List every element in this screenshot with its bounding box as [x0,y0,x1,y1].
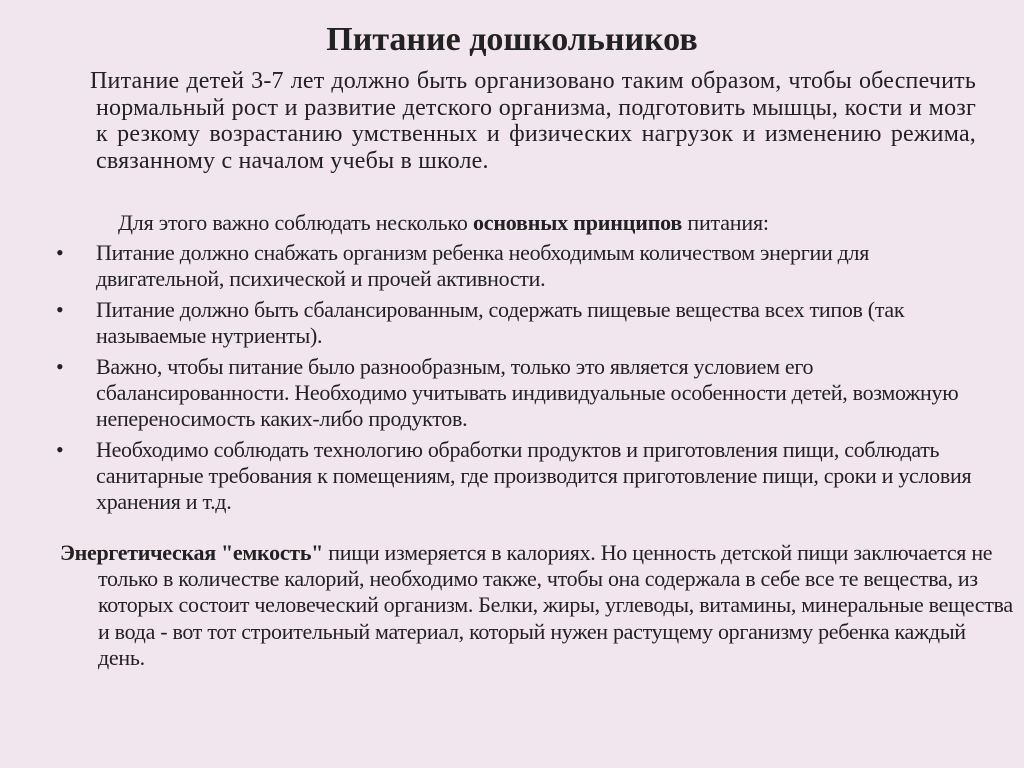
list-item [54,297,974,349]
principles-lead [118,210,998,236]
energy-term: Энергетическая "емкость" [60,540,324,565]
slide-title: Питание дошкольников [326,21,698,58]
list-item [54,354,974,432]
principles-list [54,240,974,520]
bullet-icon: • [56,240,64,265]
bullet-icon: • [56,354,64,379]
bullet-icon: • [56,297,64,322]
list-item [54,240,974,292]
principles-lead-bold: основных принципов [472,210,683,235]
list-item-text: Важно, чтобы питание было разнообразным, только это является условием его сбалансированности. Необходимо учитывать индивидуальные особенности детей, возможную непереносимость каких-либо продуктов. [96,354,959,431]
list-item [54,437,974,515]
energy-text: пищи измеряется в калориях. Но ценность детской пищи заключается не только в количестве калорий, необходимо также, чтобы она содержала в себе все те вещества, из которых состоит человеческий организм. Белки, жиры, углеводы, витамины, минеральные вещества и вода - вот тот строительный материал, который нужен растущему организму ребенка каждый день. [98,540,1013,670]
intro-paragraph: Питание детей 3-7 лет должно быть организовано таким образом, чтобы обеспечить нормальный рост и развитие детского организма, подготовить мышцы, кости и мозг к резкому возрастанию умственных и физических нагрузок и изменению режима, связанному с началом учебы в школе. [90,68,976,174]
list-item-text: Питание должно снабжать организм ребенка необходимым количеством энергии для двигательной, психической и прочей активности. [96,240,870,291]
bullet-icon: • [56,437,64,462]
principles-lead-tail: питания: [682,210,769,235]
list-item-text: Питание должно быть сбалансированным, содержать пищевые вещества всех типов (так называемые нутриенты). [96,297,905,348]
principles-lead-text: Для этого важно соблюдать несколько [118,210,473,235]
list-item-text: Необходимо соблюдать технологию обработки продуктов и приготовления пищи, соблюдать санитарные требования к помещениям, где производится приготовление пищи, сроки и условия хранения и т.д. [96,437,972,514]
energy-paragraph [60,540,1013,671]
